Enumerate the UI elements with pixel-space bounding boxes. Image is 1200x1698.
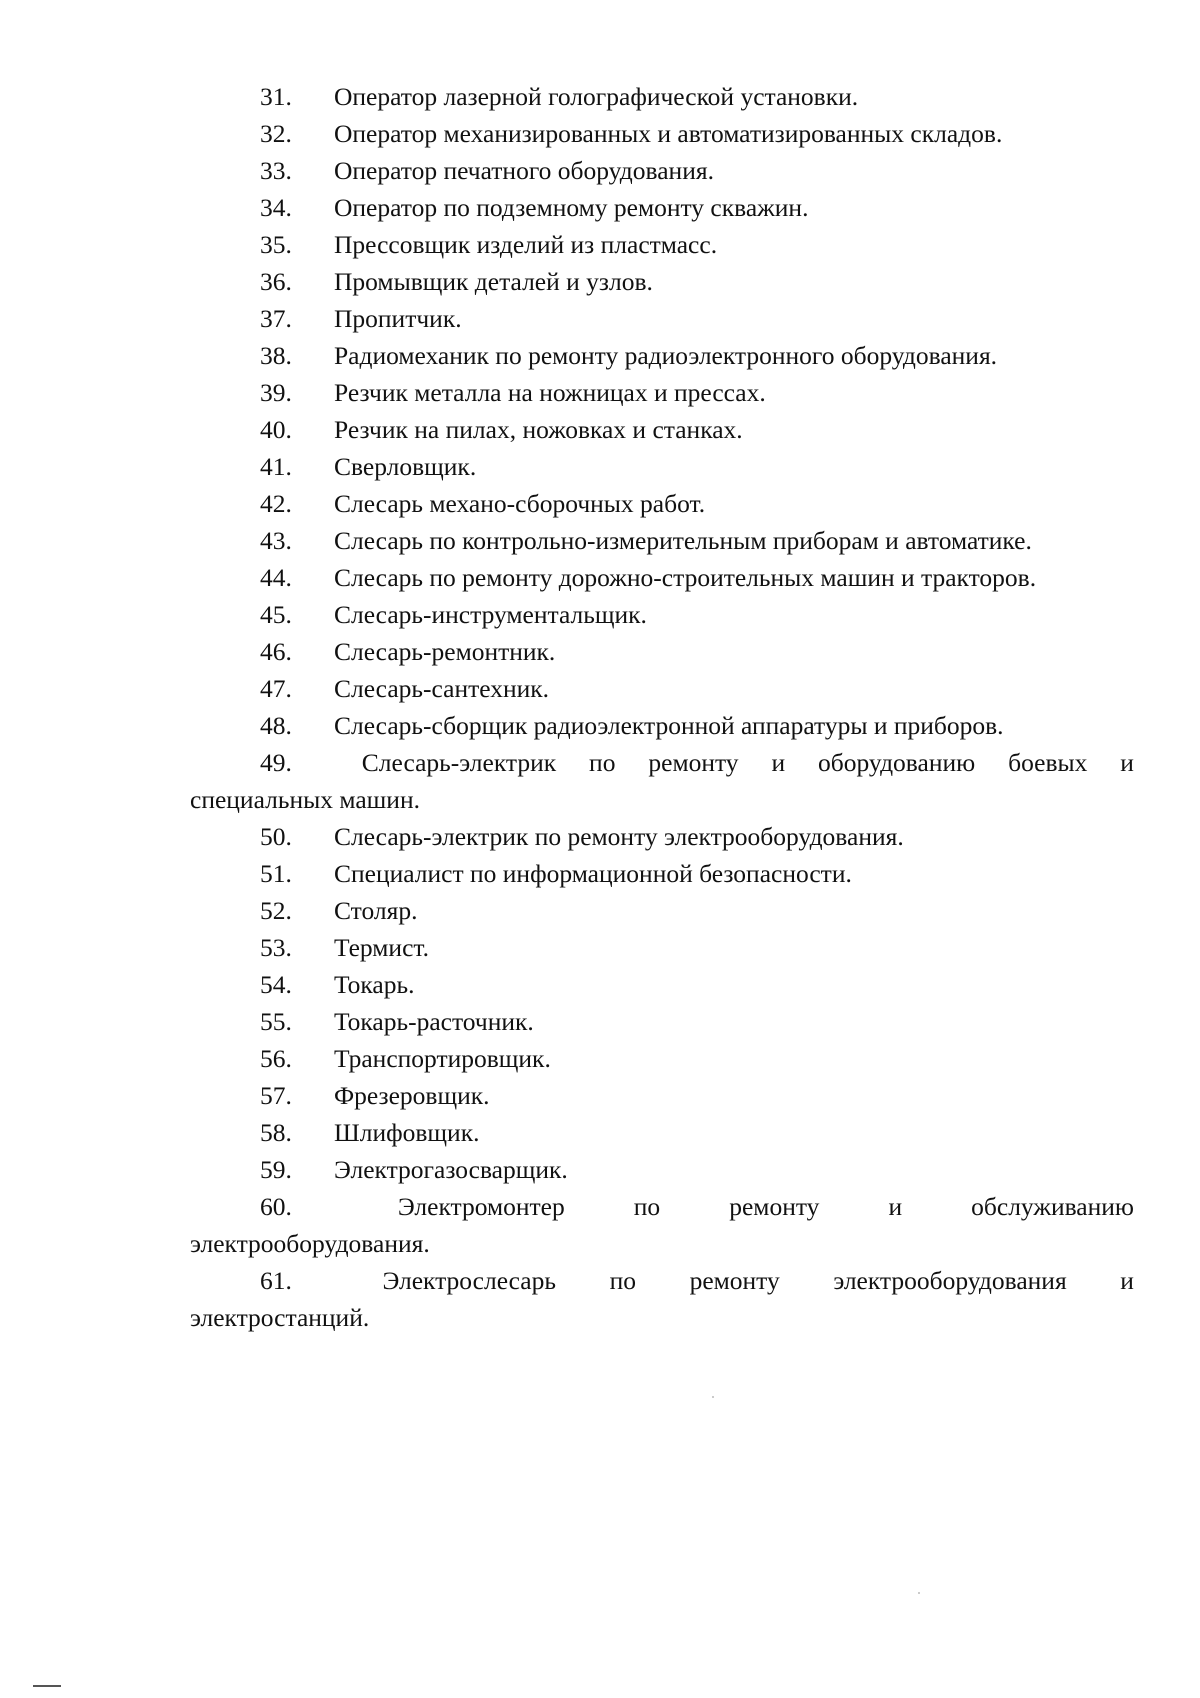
scan-speck — [712, 1396, 714, 1398]
item-text: Столяр. — [334, 896, 418, 925]
item-number: 38. — [260, 341, 292, 370]
item-text: Слесарь-электрик по ремонту электрооборудования. — [334, 822, 904, 851]
item-word: обслуживанию — [971, 1192, 1134, 1221]
item-word: боевых — [1008, 748, 1088, 777]
item-word: и — [1120, 748, 1134, 777]
list-item — [190, 300, 1134, 337]
item-text: Транспортировщик. — [334, 1044, 551, 1073]
list-item — [190, 115, 1134, 152]
item-word: и — [888, 1192, 903, 1221]
item-word: ремонту — [689, 1266, 780, 1295]
item-text: Пропитчик. — [334, 304, 462, 333]
item-word: и — [1120, 1266, 1134, 1295]
item-number: 44. — [260, 563, 292, 592]
list-item — [190, 1114, 1134, 1151]
item-number: 53. — [260, 933, 292, 962]
list-item — [190, 744, 1134, 818]
item-word: по — [589, 748, 616, 777]
list-item — [190, 189, 1134, 226]
item-word: по — [609, 1266, 636, 1295]
item-text: Слесарь-инструментальщик. — [334, 600, 647, 629]
item-word: ремонту — [648, 748, 739, 777]
item-text: Оператор печатного оборудования. — [334, 156, 714, 185]
list-item — [190, 448, 1134, 485]
item-number: 41. — [260, 452, 292, 481]
item-number: 34. — [260, 193, 292, 222]
list-item — [190, 1003, 1134, 1040]
justified-line — [260, 1262, 1134, 1299]
item-text: Шлифовщик. — [334, 1118, 480, 1147]
item-text: Слесарь по контрольно-измерительным приборам и автоматике. — [334, 526, 1032, 555]
list-item — [190, 1077, 1134, 1114]
item-text: Токарь-расточник. — [334, 1007, 534, 1036]
item-continuation: электростанций. — [190, 1303, 370, 1332]
item-continuation: специальных машин. — [190, 785, 420, 814]
item-number: 59. — [260, 1155, 292, 1184]
item-number: 51. — [260, 859, 292, 888]
item-number: 31. — [260, 82, 292, 111]
profession-list — [190, 78, 1134, 1336]
item-number: 40. — [260, 415, 292, 444]
item-text: Резчик металла на ножницах и прессах. — [334, 378, 766, 407]
item-number: 36. — [260, 267, 292, 296]
item-word: ремонту — [729, 1192, 820, 1221]
justified-line — [260, 744, 1134, 781]
item-text: Оператор механизированных и автоматизированных складов. — [334, 119, 1003, 148]
item-text: Электрогазосварщик. — [334, 1155, 568, 1184]
list-item — [190, 337, 1134, 374]
list-item — [190, 1188, 1134, 1262]
item-text: Слесарь-сборщик радиоэлектронной аппаратуры и приборов. — [334, 711, 1004, 740]
item-number: 56. — [260, 1044, 292, 1073]
item-text: Слесарь по ремонту дорожно-строительных машин и тракторов. — [334, 563, 1037, 592]
item-word: и — [771, 748, 786, 777]
item-text: Фрезеровщик. — [334, 1081, 490, 1110]
list-item — [190, 559, 1134, 596]
item-number: 46. — [260, 637, 292, 666]
item-number: 50. — [260, 822, 292, 851]
list-item — [190, 670, 1134, 707]
item-number: 45. — [260, 600, 292, 629]
item-number: 61. — [260, 1266, 292, 1295]
scan-speck — [918, 1592, 920, 1594]
item-number: 32. — [260, 119, 292, 148]
item-text: Слесарь-сантехник. — [334, 674, 550, 703]
item-text: Токарь. — [334, 970, 415, 999]
item-text: Сверловщик. — [334, 452, 477, 481]
item-continuation: электрооборудования. — [190, 1229, 430, 1258]
list-item — [190, 1151, 1134, 1188]
item-number: 47. — [260, 674, 292, 703]
item-number: 43. — [260, 526, 292, 555]
list-item — [190, 485, 1134, 522]
item-text: Слесарь-ремонтник. — [334, 637, 556, 666]
list-item — [190, 374, 1134, 411]
item-number: 55. — [260, 1007, 292, 1036]
item-word: по — [633, 1192, 661, 1221]
item-text: Слесарь механо-сборочных работ. — [334, 489, 706, 518]
list-item — [190, 929, 1134, 966]
list-item — [190, 152, 1134, 189]
item-text: Оператор по подземному ремонту скважин. — [334, 193, 809, 222]
item-word: Слесарь-электрик — [361, 748, 557, 777]
item-text: Термист. — [334, 933, 429, 962]
list-item — [190, 596, 1134, 633]
item-word: оборудованию — [818, 748, 976, 777]
list-item — [190, 1262, 1134, 1336]
item-word: Электромонтер — [397, 1192, 565, 1221]
list-item — [190, 707, 1134, 744]
list-item — [190, 263, 1134, 300]
item-number: 49. — [260, 748, 292, 777]
scan-edge-mark — [33, 1685, 61, 1687]
item-word: Электрослесарь — [382, 1266, 556, 1295]
item-number: 58. — [260, 1118, 292, 1147]
item-number: 60. — [260, 1192, 292, 1221]
justified-line — [260, 1188, 1134, 1225]
item-text: Прессовщик изделий из пластмасс. — [334, 230, 718, 259]
list-item — [190, 818, 1134, 855]
list-item — [190, 226, 1134, 263]
item-number: 33. — [260, 156, 292, 185]
item-text: Промывщик деталей и узлов. — [334, 267, 653, 296]
item-text: Оператор лазерной голографической установки. — [334, 82, 859, 111]
item-number: 48. — [260, 711, 292, 740]
item-text: Радиомеханик по ремонту радиоэлектронного оборудования. — [334, 341, 998, 370]
item-number: 57. — [260, 1081, 292, 1110]
item-text: Резчик на пилах, ножовках и станках. — [334, 415, 743, 444]
list-item — [190, 855, 1134, 892]
list-item — [190, 78, 1134, 115]
item-number: 39. — [260, 378, 292, 407]
item-number: 37. — [260, 304, 292, 333]
list-item — [190, 411, 1134, 448]
item-number: 35. — [260, 230, 292, 259]
item-text: Специалист по информационной безопасности. — [334, 859, 852, 888]
list-item — [190, 522, 1134, 559]
item-number: 54. — [260, 970, 292, 999]
list-item — [190, 1040, 1134, 1077]
item-number: 42. — [260, 489, 292, 518]
list-item — [190, 892, 1134, 929]
list-item — [190, 633, 1134, 670]
list-item — [190, 966, 1134, 1003]
item-number: 52. — [260, 896, 292, 925]
item-word: электрооборудования — [833, 1266, 1067, 1295]
